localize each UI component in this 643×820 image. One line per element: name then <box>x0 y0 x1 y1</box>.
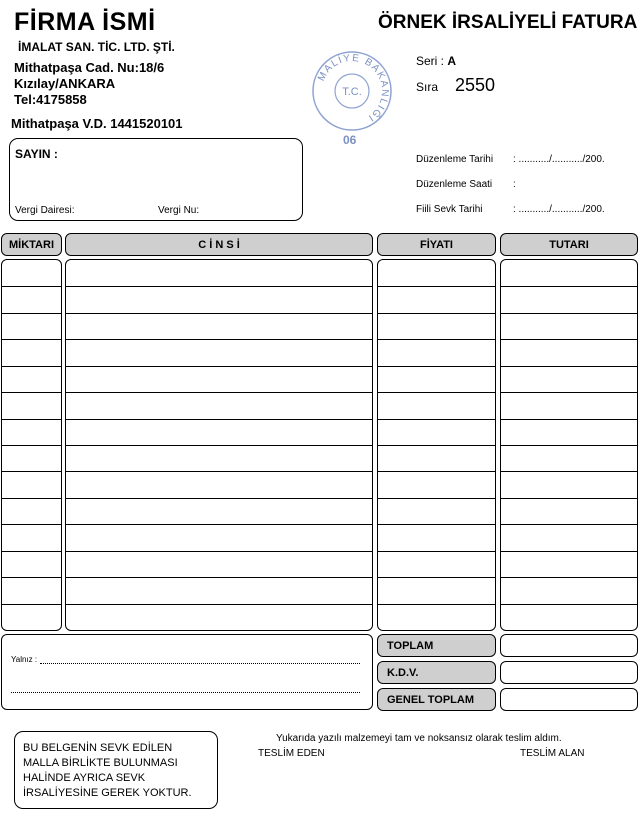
kdv-value[interactable] <box>500 661 638 684</box>
table-row-divider <box>378 524 495 525</box>
column-fiyati[interactable] <box>377 259 496 631</box>
table-row-divider <box>66 445 372 446</box>
table-row-divider <box>378 471 495 472</box>
table-row-divider <box>66 339 372 340</box>
firm-type: İMALAT SAN. TİC. LTD. ŞTİ. <box>18 40 175 54</box>
note-line-1: BU BELGENİN SEVK EDİLEN <box>23 742 173 754</box>
table-row-divider <box>378 551 495 552</box>
note-line-4: İRSALİYESİNE GEREK YOKTUR. <box>23 787 192 799</box>
table-row-divider <box>501 498 637 499</box>
fiili-sevk-tarihi-label: Fiili Sevk Tarihi <box>416 204 483 215</box>
table-row-divider <box>2 524 61 525</box>
table-row-divider <box>66 524 372 525</box>
table-row-divider <box>378 445 495 446</box>
firm-address-line2: Kızılay/ANKARA <box>14 76 116 91</box>
table-row-divider <box>501 419 637 420</box>
table-row-divider <box>378 313 495 314</box>
duzenleme-saati-label: Düzenleme Saati <box>416 179 493 190</box>
column-cinsi[interactable] <box>65 259 373 631</box>
table-row-divider <box>2 313 61 314</box>
table-row-divider <box>501 577 637 578</box>
firm-phone: Tel:4175858 <box>14 92 87 107</box>
table-row-divider <box>501 286 637 287</box>
note-line-3: HALİNDE AYRICA SEVK <box>23 772 146 784</box>
header-miktari: MİKTARI <box>1 233 62 256</box>
table-row-divider <box>2 392 61 393</box>
table-row-divider <box>2 419 61 420</box>
firm-name: FİRMA İSMİ <box>14 8 156 36</box>
table-row-divider <box>378 604 495 605</box>
table-row-divider <box>66 313 372 314</box>
yalniz-dotted-line-2 <box>11 692 360 693</box>
table-row-divider <box>2 366 61 367</box>
table-row-divider <box>66 419 372 420</box>
table-row-divider <box>2 339 61 340</box>
table-row-divider <box>2 604 61 605</box>
table-row-divider <box>2 551 61 552</box>
seri-label-text: Seri : <box>416 54 445 68</box>
seri-value: A <box>447 54 457 68</box>
header-cinsi: C İ N S İ <box>65 233 373 256</box>
table-row-divider <box>501 339 637 340</box>
delivery-statement: Yukarıda yazılı malzemeyi tam ve noksansız olarak teslim aldım. <box>276 733 562 744</box>
toplam-value[interactable] <box>500 634 638 657</box>
table-row-divider <box>66 366 372 367</box>
table-row-divider <box>66 498 372 499</box>
vergi-dairesi-label: Vergi Dairesi: <box>15 205 75 216</box>
ministry-stamp <box>311 50 393 132</box>
stamp-center-text: T.C. <box>342 86 362 98</box>
teslim-alan-label: TESLİM ALAN <box>520 748 585 759</box>
table-row-divider <box>66 286 372 287</box>
firm-tax-info: Mithatpaşa V.D. 1441520101 <box>11 116 183 131</box>
yalniz-box[interactable] <box>1 634 373 710</box>
kdv-label: K.D.V. <box>377 661 496 684</box>
column-miktari[interactable] <box>1 259 62 631</box>
table-row-divider <box>378 339 495 340</box>
firm-address-line1: Mithatpaşa Cad. Nu:18/6 <box>14 60 165 75</box>
table-row-divider <box>66 392 372 393</box>
customer-box[interactable] <box>9 138 303 221</box>
table-row-divider <box>2 471 61 472</box>
genel-toplam-label: GENEL TOPLAM <box>377 688 496 711</box>
table-row-divider <box>378 419 495 420</box>
teslim-eden-label: TESLİM EDEN <box>258 748 325 759</box>
genel-toplam-value[interactable] <box>500 688 638 711</box>
duzenleme-tarihi-field[interactable]: : .........../.........../200. <box>513 154 605 165</box>
table-row-divider <box>378 498 495 499</box>
table-row-divider <box>2 577 61 578</box>
table-row-divider <box>2 286 61 287</box>
table-row-divider <box>66 551 372 552</box>
table-row-divider <box>378 577 495 578</box>
header-tutari: TUTARI <box>500 233 638 256</box>
table-row-divider <box>2 445 61 446</box>
table-row-divider <box>66 604 372 605</box>
yalniz-dotted-line-1 <box>40 663 360 664</box>
table-row-divider <box>501 366 637 367</box>
table-row-divider <box>501 392 637 393</box>
table-row-divider <box>378 366 495 367</box>
toplam-label: TOPLAM <box>377 634 496 657</box>
table-row-divider <box>501 445 637 446</box>
table-row-divider <box>501 524 637 525</box>
table-row-divider <box>501 604 637 605</box>
duzenleme-tarihi-label: Düzenleme Tarihi <box>416 154 494 165</box>
fiili-sevk-tarihi-field[interactable]: : .........../.........../200. <box>513 204 605 215</box>
table-row-divider <box>378 392 495 393</box>
document-title: ÖRNEK İRSALİYELİ FATURA <box>378 12 638 33</box>
table-row-divider <box>2 498 61 499</box>
table-row-divider <box>378 286 495 287</box>
table-row-divider <box>501 313 637 314</box>
vergi-nu-label: Vergi Nu: <box>158 205 200 216</box>
seri-label <box>416 54 456 68</box>
stamp-code: 06 <box>343 133 357 147</box>
table-row-divider <box>501 551 637 552</box>
table-row-divider <box>66 471 372 472</box>
duzenleme-saati-field[interactable]: : <box>513 179 516 190</box>
table-row-divider <box>66 577 372 578</box>
header-fiyati: FİYATI <box>377 233 496 256</box>
yalniz-label: Yalnız : <box>11 655 38 664</box>
note-line-2: MALLA BİRLİKTE BULUNMASI <box>23 757 178 769</box>
sira-value: 2550 <box>455 75 496 95</box>
stamp-ring-text: MALİYE BAKANLIĞI <box>315 52 391 124</box>
shipping-note-box <box>14 731 218 809</box>
sira-label: Sıra <box>416 80 439 94</box>
sayin-label: SAYIN : <box>15 147 58 161</box>
column-tutari[interactable] <box>500 259 638 631</box>
table-row-divider <box>501 471 637 472</box>
